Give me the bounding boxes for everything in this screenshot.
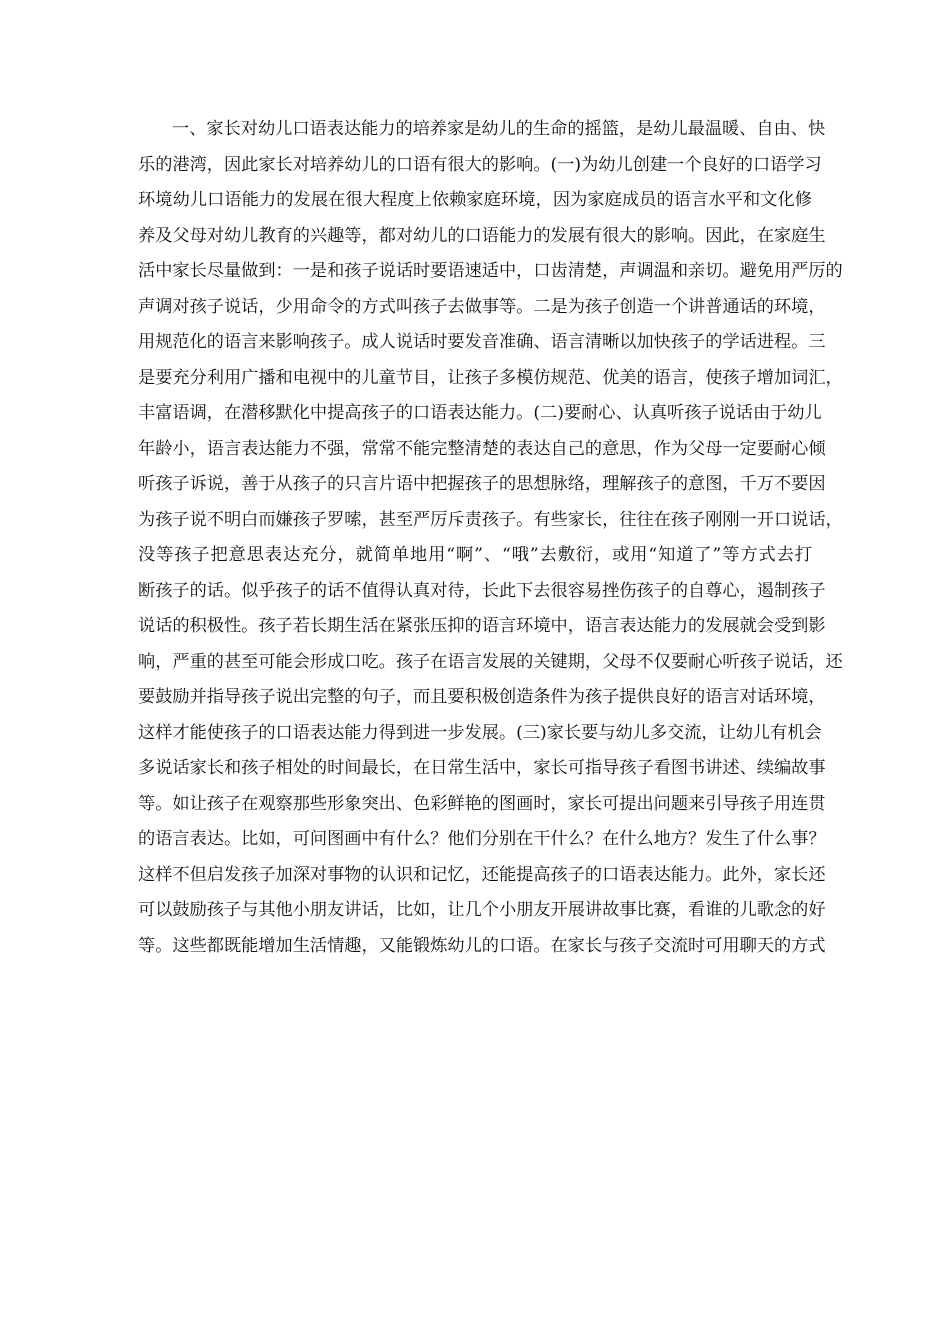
paragraph-line-17: 要鼓励并指导孩子说出完整的句子，而且要积极创造条件为孩子提供良好的语言对话环境，: [138, 687, 826, 707]
paragraph-line-22: 这样不但启发孩子加深对事物的认识和记忆，还能提高孩子的口语表达能力。此外，家长还: [138, 864, 826, 885]
paragraph-line-18: 这样才能使孩子的口语表达能力得到进一步发展。(三)家长要与幼儿多交流，让幼儿有机会: [138, 722, 822, 743]
paragraph-line-5: 活中家长尽量做到：一是和孩子说话时要语速适中，口齿清楚，声调温和亲切。避免用严厉的: [138, 261, 843, 281]
paragraph-line-15: 说话的积极性。孩子若长期生活在紧张压抑的语言环境中，语言表达能力的发展就会受到影: [138, 616, 826, 636]
paragraph-line-3: 环境幼儿口语能力的发展在很大程度上依赖家庭环境，因为家庭成员的语言水平和文化修: [138, 190, 812, 210]
paragraph-line-23: 可以鼓励孩子与其他小朋友讲话，比如，让几个小朋友开展讲故事比赛，看谁的儿歌念的好: [138, 900, 826, 920]
paragraph-line-13: 没等孩子把意思表达充分，就简单地用“啊”、“哦”去敷衍，或用“知道了”等方式去打: [138, 545, 812, 565]
paragraph-line-20: 等。如让孩子在观察那些形象突出、色彩鲜艳的图画时，家长可提出问题来引导孩子用连贯: [138, 793, 826, 814]
paragraph-line-4: 养及父母对幼儿教育的兴趣等，都对幼儿的口语能力的发展有很大的影响。因此，在家庭生: [138, 225, 826, 246]
paragraph-line-16: 响，严重的甚至可能会形成口吃。孩子在语言发展的关键期，父母不仅要耐心听孩子说话，还: [138, 651, 843, 672]
paragraph-line-2: 乐的港湾，因此家长对培养幼儿的口语有很大的影响。(一)为幼儿创建一个良好的口语学习: [138, 154, 822, 175]
paragraph-line-7: 用规范化的语言来影响孩子。成人说话时要发音准确、语言清晰以加快孩子的学话进程。三: [138, 332, 826, 352]
paragraph-line-9: 丰富语调，在潜移默化中提高孩子的口语表达能力。(二)要耐心、认真听孩子说话由于幼儿: [138, 403, 822, 423]
paragraph-line-12: 为孩子说不明白而嫌孩子罗嗦，甚至严厉斥责孩子。有些家长，往往在孩子刚刚一开口说话，: [138, 509, 843, 530]
paragraph-line-6: 声调对孩子说话，少用命令的方式叫孩子去做事等。二是为孩子创造一个讲普通话的环境，: [138, 296, 826, 317]
body-paragraph: [138, 112, 843, 964]
paragraph-line-10: 年龄小，语言表达能力不强，常常不能完整清楚的表达自己的意思，作为父母一定要耐心倾: [138, 438, 826, 459]
paragraph-line-19: 多说话家长和孩子相处的时间最长，在日常生活中，家长可指导孩子看图书讲述、续编故事: [138, 758, 826, 778]
paragraph-line-1: 一、家长对幼儿口语表达能力的培养家是幼儿的生命的摇篮，是幼儿最温暖、自由、快: [172, 119, 826, 139]
paragraph-line-24: 等。这些都既能增加生活情趣，又能锻炼幼儿的口语。在家长与孩子交流时可用聊天的方式: [138, 935, 826, 956]
paragraph-line-8: 是要充分利用广播和电视中的儿童节目，让孩子多模仿规范、优美的语言，使孩子增加词汇，: [138, 367, 843, 388]
paragraph-line-14: 断孩子的话。似乎孩子的话不值得认真对待，长此下去很容易挫伤孩子的自尊心，遏制孩子: [138, 580, 826, 601]
paragraph-line-11: 听孩子诉说，善于从孩子的只言片语中把握孩子的思想脉络，理解孩子的意图，千万不要因: [138, 474, 826, 494]
paragraph-line-21: 的语言表达。比如，可问图画中有什么？他们分别在干什么？在什么地方？发生了什么事？: [138, 829, 826, 849]
